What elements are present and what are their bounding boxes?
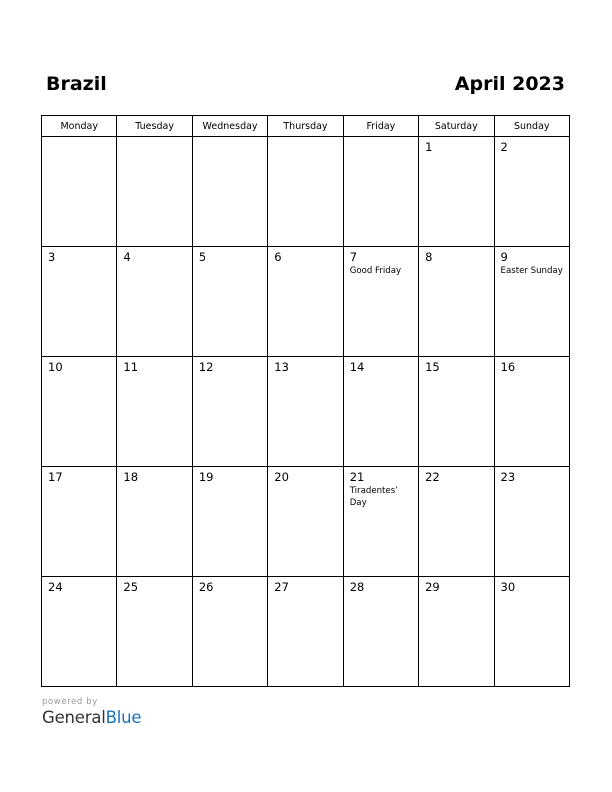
day-number: 9 bbox=[500, 250, 508, 264]
day-number: 7 bbox=[349, 250, 358, 264]
weekday-monday: Monday bbox=[42, 116, 117, 137]
country-title: Brazil bbox=[46, 73, 107, 95]
day-number: 23 bbox=[500, 470, 516, 484]
day-number: 8 bbox=[425, 250, 433, 264]
day-number: 3 bbox=[48, 250, 56, 264]
day-number: 6 bbox=[274, 250, 282, 264]
day-number: 24 bbox=[48, 580, 63, 594]
day-cell bbox=[192, 357, 267, 467]
day-number: 19 bbox=[198, 470, 214, 484]
brand-general-text: General bbox=[42, 708, 106, 727]
calendar-header bbox=[46, 72, 565, 98]
day-cell bbox=[192, 137, 267, 247]
day-cell bbox=[42, 577, 117, 687]
day-cell bbox=[268, 357, 343, 467]
day-number: 11 bbox=[123, 360, 139, 374]
day-cell bbox=[117, 357, 192, 467]
weekday-header-row bbox=[42, 116, 570, 137]
week-row-2 bbox=[42, 247, 570, 357]
day-number: 4 bbox=[123, 250, 131, 264]
weekday-saturday: Saturday bbox=[419, 116, 494, 137]
day-cell bbox=[268, 467, 343, 577]
day-cell bbox=[343, 467, 418, 577]
day-number: 12 bbox=[198, 360, 214, 374]
day-cell bbox=[268, 577, 343, 687]
day-cell bbox=[192, 577, 267, 687]
week-row-5 bbox=[42, 577, 570, 687]
day-number: 20 bbox=[274, 470, 289, 484]
footer-branding bbox=[42, 696, 172, 728]
day-cell bbox=[419, 577, 494, 687]
holiday-label: Easter Sunday bbox=[500, 266, 563, 276]
weekday-sunday: Sunday bbox=[494, 116, 569, 137]
day-number: 13 bbox=[274, 360, 289, 374]
week-row-4 bbox=[42, 467, 570, 577]
day-cell bbox=[268, 137, 343, 247]
week-row-1 bbox=[42, 137, 570, 247]
day-cell bbox=[42, 357, 117, 467]
weekday-friday: Friday bbox=[343, 116, 418, 137]
day-number: 2 bbox=[500, 140, 508, 154]
generalblue-logo[interactable] bbox=[42, 708, 172, 728]
day-cell bbox=[343, 577, 418, 687]
day-cell bbox=[117, 467, 192, 577]
day-cell bbox=[343, 247, 418, 357]
day-number: 16 bbox=[500, 360, 516, 374]
day-cell bbox=[343, 357, 418, 467]
day-cell bbox=[117, 577, 192, 687]
day-number: 1 bbox=[425, 140, 433, 154]
brand-blue-text: Blue bbox=[105, 708, 142, 727]
day-cell bbox=[268, 247, 343, 357]
week-row-3 bbox=[42, 357, 570, 467]
day-number: 15 bbox=[425, 360, 440, 374]
day-number: 14 bbox=[349, 360, 365, 374]
day-cell bbox=[419, 137, 494, 247]
month-calendar-grid bbox=[41, 115, 570, 687]
day-number: 29 bbox=[425, 580, 440, 594]
day-number: 5 bbox=[198, 250, 207, 264]
day-cell bbox=[419, 357, 494, 467]
day-number: 22 bbox=[425, 470, 440, 484]
day-number: 10 bbox=[48, 360, 63, 374]
day-cell bbox=[419, 467, 494, 577]
day-cell bbox=[494, 467, 569, 577]
day-number: 27 bbox=[274, 580, 289, 594]
weekday-thursday: Thursday bbox=[268, 116, 343, 137]
day-cell bbox=[117, 137, 192, 247]
day-cell bbox=[117, 247, 192, 357]
day-number: 28 bbox=[349, 580, 365, 594]
day-cell bbox=[343, 137, 418, 247]
day-cell bbox=[42, 137, 117, 247]
day-number: 25 bbox=[123, 580, 139, 594]
day-cell bbox=[42, 247, 117, 357]
day-number: 30 bbox=[500, 580, 516, 594]
day-number: 18 bbox=[123, 470, 139, 484]
day-number: 21 bbox=[349, 470, 365, 484]
holiday-label: Tiradentes’ Day bbox=[349, 486, 398, 508]
day-cell bbox=[192, 467, 267, 577]
day-cell bbox=[494, 247, 569, 357]
day-cell bbox=[494, 357, 569, 467]
day-cell bbox=[494, 577, 569, 687]
day-cell bbox=[494, 137, 569, 247]
day-number: 26 bbox=[198, 580, 214, 594]
month-year-title: April 2023 bbox=[454, 73, 565, 95]
day-cell bbox=[42, 467, 117, 577]
weekday-tuesday: Tuesday bbox=[117, 116, 192, 137]
day-cell bbox=[419, 247, 494, 357]
day-number: 17 bbox=[48, 470, 63, 484]
holiday-label: Good Friday bbox=[349, 266, 402, 276]
day-cell bbox=[192, 247, 267, 357]
powered-by-label: powered by bbox=[42, 697, 98, 707]
weekday-wednesday: Wednesday bbox=[192, 116, 267, 137]
